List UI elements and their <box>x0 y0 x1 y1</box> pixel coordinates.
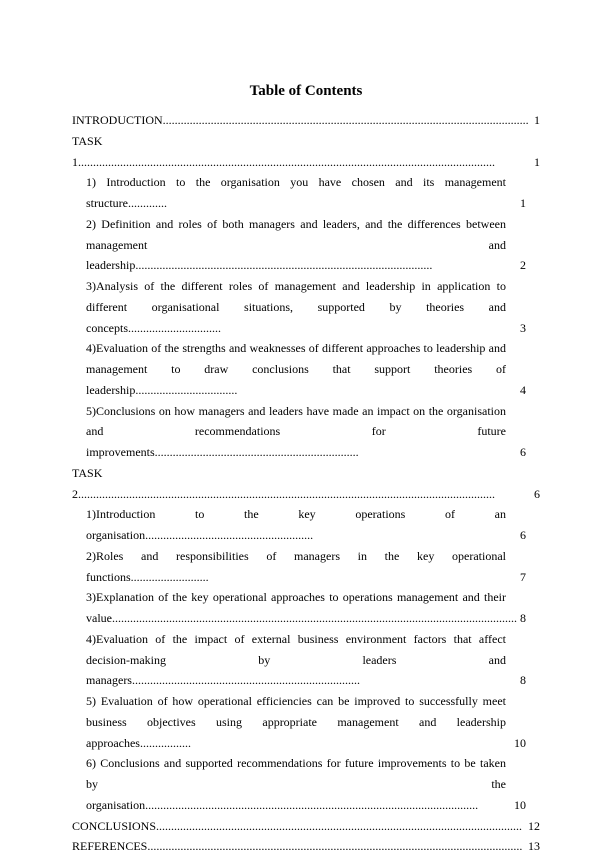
toc-page-number: 7 <box>520 569 526 584</box>
toc-page-number: 1 <box>520 196 526 210</box>
dot-leader: ............................................................................................................................. <box>147 839 523 854</box>
toc-title: Table of Contents <box>249 83 363 99</box>
dot-leader: ............................................................................ <box>131 673 360 688</box>
toc-entry-text: 1)Introduction to the key operations of an organisation <box>86 507 506 542</box>
toc-entry[interactable] <box>86 401 540 463</box>
toc-entry[interactable] <box>86 546 540 588</box>
dot-leader: .......................................................................................................................... <box>162 113 529 127</box>
dot-leader: ............................... <box>127 320 221 335</box>
dot-leader: ............................................................................................................... <box>145 797 479 812</box>
dot-leader: ................. <box>139 735 191 750</box>
toc-page-number: 13 <box>528 839 540 854</box>
dot-leader: ........................................................................................................................................... <box>78 486 495 501</box>
toc-entry-text: TASK 2 <box>72 465 103 501</box>
toc-entry-text: 6) Conclusions and supported recommendations for future improvements to be taken by the organisation <box>86 756 506 812</box>
toc-page-number: 10 <box>514 735 526 750</box>
toc-entry-text: 2) Definition and roles of both managers and leaders, and the differences between management and leadership <box>86 216 506 273</box>
toc-page-number: 8 <box>520 611 526 625</box>
toc-entry-text: 5)Conclusions on how managers and leaders have made an impact on the organisation and recommendations for future improvements <box>86 403 506 459</box>
dot-leader: ........................................................ <box>145 528 314 542</box>
toc-entry[interactable] <box>86 276 540 338</box>
toc-page-number: 2 <box>520 258 526 273</box>
toc-entry[interactable] <box>86 629 540 691</box>
toc-entry[interactable] <box>86 691 540 753</box>
toc-entry-text: 3)Analysis of the different roles of management and leadership in application to different organisational situations, supported by theories and concepts <box>86 279 506 335</box>
dot-leader: .................................. <box>135 382 238 397</box>
toc-entry[interactable] <box>72 816 540 837</box>
toc-page-number: 1 <box>534 154 540 169</box>
toc-entry[interactable] <box>86 214 540 276</box>
toc-entry[interactable] <box>86 504 540 546</box>
toc-page-number: 6 <box>520 445 526 459</box>
dot-leader: .................................................................... <box>154 445 359 459</box>
toc-entry[interactable] <box>86 338 540 400</box>
toc-entry[interactable] <box>72 110 540 131</box>
toc-entry[interactable] <box>72 131 540 173</box>
toc-page-number: 4 <box>520 382 526 397</box>
toc-entry-text: INTRODUCTION <box>72 113 163 127</box>
dot-leader: ................................................................................................... <box>135 258 433 273</box>
dot-leader: ...................................................................................................................................... <box>115 611 517 625</box>
toc-page-number: 3 <box>520 320 526 335</box>
toc-page-number: 1 <box>534 113 540 127</box>
dot-leader: .......................................................................................................................... <box>156 818 523 833</box>
toc-entry-text: 4)Evaluation of the impact of external business environment factors that affect decision-making by leaders and managers <box>86 631 506 688</box>
toc-entry[interactable] <box>72 836 540 857</box>
toc-entry[interactable] <box>86 753 540 815</box>
toc-entry-text: 3)Explanation of the key operational approaches to operations management and their value. <box>86 590 506 625</box>
toc-page-number: 8 <box>520 673 526 688</box>
toc-entry-text: 2)Roles and responsibilities of managers in the key operational functions <box>86 548 506 584</box>
toc-entry-text: TASK 1 <box>72 133 103 169</box>
toc-entry-text: REFERENCES <box>72 839 148 854</box>
table-of-contents <box>72 110 540 857</box>
toc-entry[interactable] <box>86 587 540 629</box>
toc-page-number: 6 <box>534 486 540 501</box>
toc-entry[interactable] <box>86 172 540 214</box>
toc-entry[interactable] <box>72 463 540 505</box>
toc-page-number: 12 <box>528 818 540 833</box>
dot-leader: ........................................................................................................................................... <box>78 154 495 169</box>
toc-page-number: 6 <box>520 528 526 542</box>
toc-entry-text: 4)Evaluation of the strengths and weaknesses of different approaches to leadership and management to draw conclusions that support theories of leadership <box>86 341 506 397</box>
dot-leader: ............. <box>127 196 167 210</box>
dot-leader: .......................... <box>130 569 209 584</box>
toc-page-number: 10 <box>514 797 526 812</box>
toc-entry-text: CONCLUSIONS <box>72 818 157 833</box>
toc-entry-text: 5) Evaluation of how operational efficiencies can be improved to successfully meet business objectives using appropriate management and leadership approaches <box>86 694 506 750</box>
toc-entry-text: 1) Introduction to the organisation you have chosen and its management structure <box>86 175 506 210</box>
